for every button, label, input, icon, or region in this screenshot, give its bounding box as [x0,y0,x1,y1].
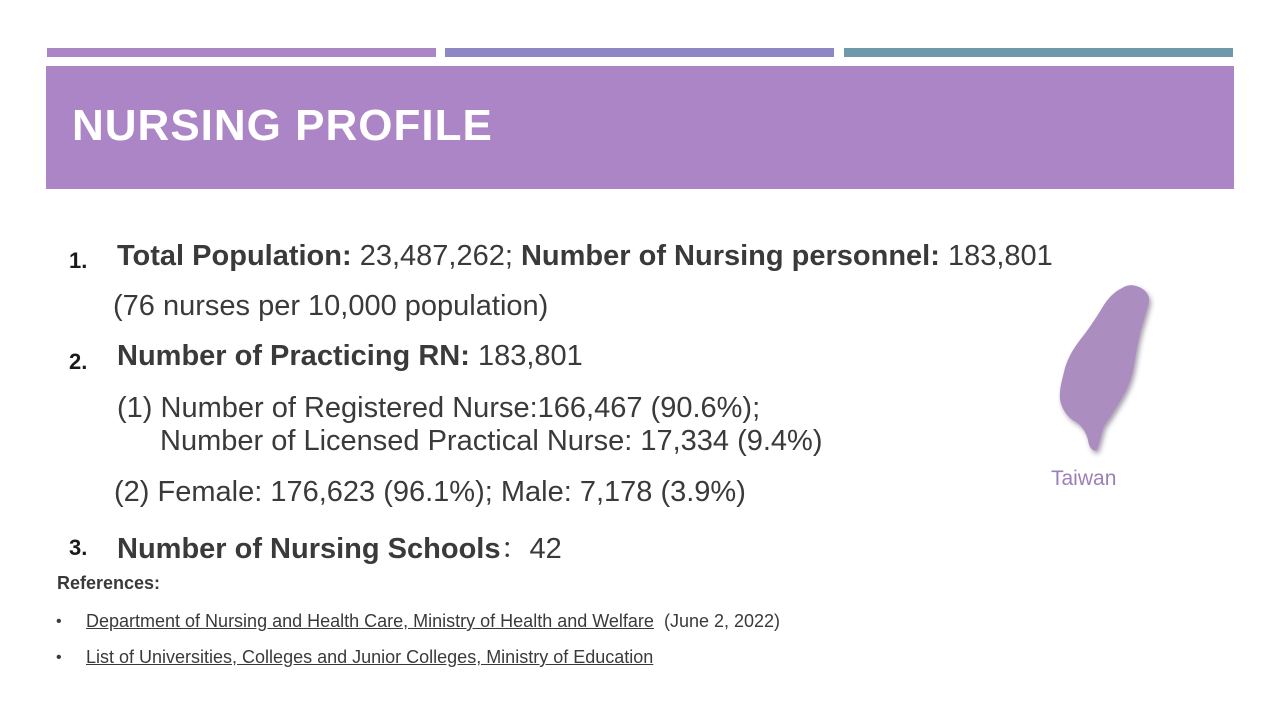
header-stripe-1 [47,48,436,57]
references-heading: References: [57,573,161,593]
item-number-3: 3. [69,535,88,560]
practicing-rn-value: 183,801 [477,340,583,372]
gender-breakdown-line: (2) Female: 176,623 (96.1%); Male: 7,178 (3.9%) [114,476,746,508]
taiwan-map-icon [1052,282,1156,458]
item-2-line [117,340,583,373]
nursing-schools-label: Number of Nursing Schools [117,533,501,565]
page-title: NURSING PROFILE [72,101,493,150]
total-population-label: Total Population: [117,240,352,272]
reference-item-2 [86,647,653,668]
item-1-line [117,240,1053,273]
nursing-personnel-value: 183,801 [947,240,1053,272]
map-label: Taiwan [1051,467,1117,490]
item-number-1: 1. [69,248,88,273]
item-number-2: 2. [69,349,88,374]
total-population-value: 23,487,262; [359,240,513,272]
reference-link-universities-list[interactable]: List of Universities, Colleges and Junior Colleges, Ministry of Education [86,647,654,667]
reference-date: (June 2, 2022) [663,611,781,631]
bullet-icon: • [56,613,62,630]
item-3-line [117,526,562,567]
reference-link-nursing-department[interactable]: Department of Nursing and Health Care, Ministry of Health and Welfare [86,611,654,631]
nursing-personnel-label: Number of Nursing personnel: [520,240,940,272]
registered-nurse-line: (1) Number of Registered Nurse:166,467 (90.6%); [117,392,761,424]
nursing-schools-value: 42 [529,533,562,565]
header-stripe-3 [844,48,1233,57]
practicing-rn-label: Number of Practicing RN: [117,340,470,372]
reference-item-1 [86,611,780,632]
taiwan-shape [1060,285,1149,450]
bullet-icon: • [56,649,62,666]
header-stripe-2 [445,48,834,57]
licensed-practical-nurse-line: Number of Licensed Practical Nurse: 17,334 (9.4%) [160,425,823,457]
nursing-schools-separator: ： [500,533,530,565]
nurses-per-population: (76 nurses per 10,000 population) [113,290,549,322]
